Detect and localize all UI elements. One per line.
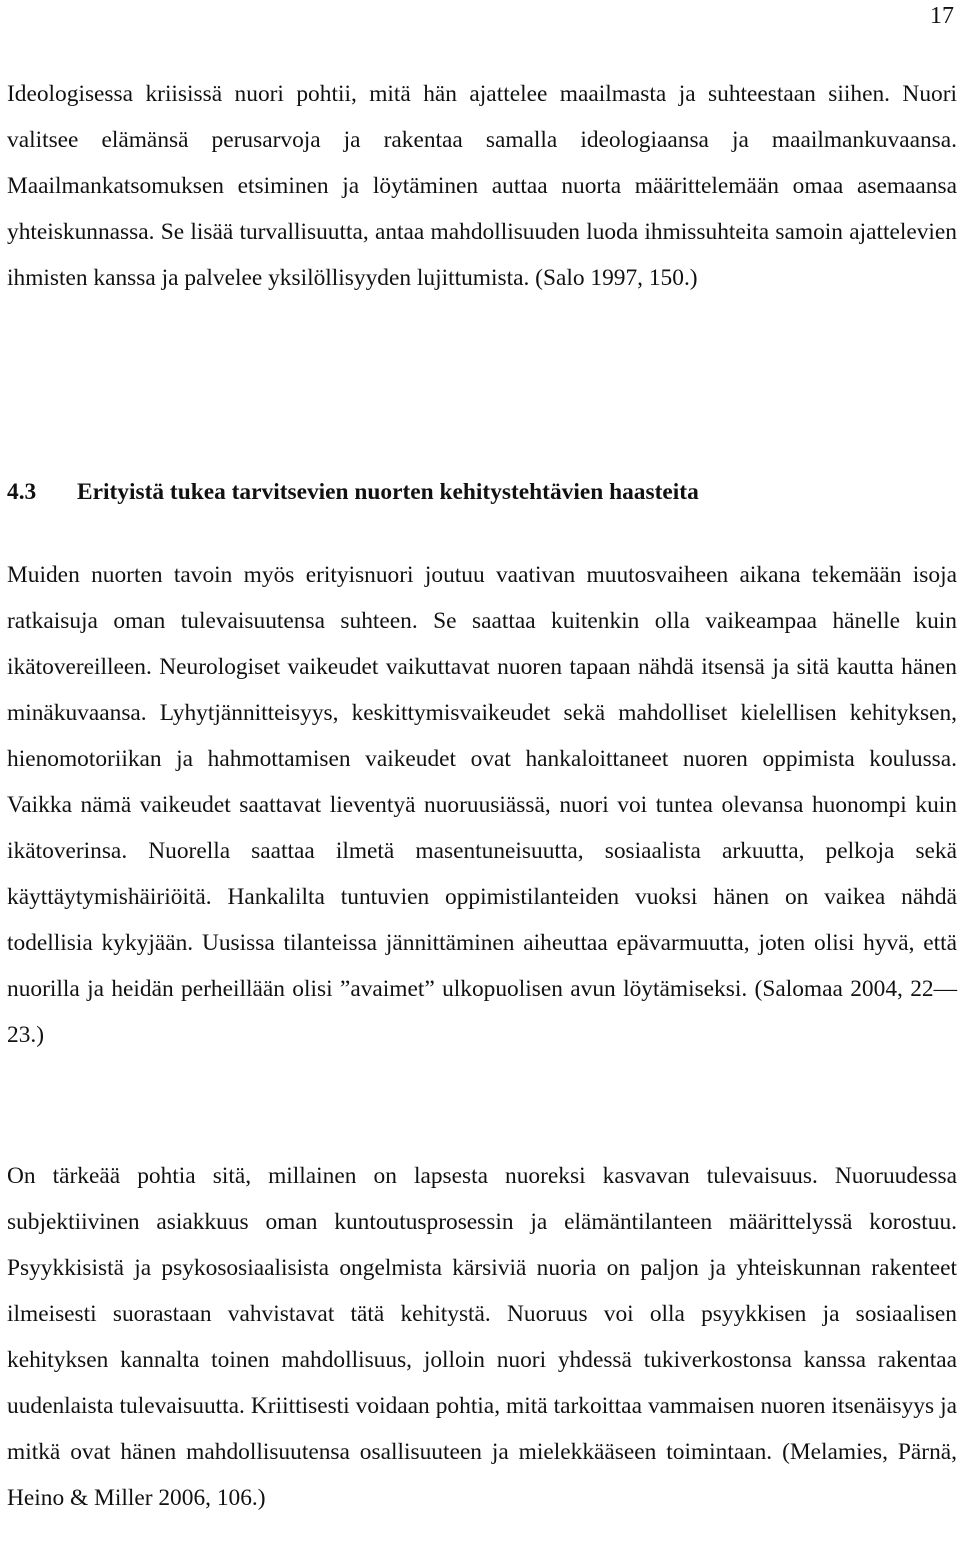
section-title: Erityistä tukea tarvitsevien nuorten kehitystehtävien haasteita (77, 479, 699, 505)
paragraph-ideological-crisis: Ideologisessa kriisissä nuori pohtii, mitä hän ajattelee maailmasta ja suhteestaan siihen. Nuori valitsee elämänsä perusarvoja ja rakentaa samalla ideologiaansa ja maailmankuvaansa. Maailmankatsomuksen etsiminen ja löytäminen auttaa nuorta määrittelemään omaa asemaansa yhteiskunnassa. Se lisää turvallisuutta, antaa mahdollisuuden luoda ihmissuhteita samoin ajattelevien ihmisten kanssa ja palvelee yksilöllisyyden lujittumista. (Salo 1997, 150.) (7, 81, 957, 291)
section-number: 4.3 (7, 479, 37, 505)
paragraph-special-needs-youth: Muiden nuorten tavoin myös erityisnuori joutuu vaativan muutosvaiheen aikana tekemään isoja ratkaisuja oman tulevaisuutensa suhteen. Se saattaa kuitenkin olla vaikeampaa hänelle kuin ikätovereilleen. Neurologiset vaikeudet vaikuttavat nuoren tapaan nähdä itsensä ja sitä kautta hänen minäkuvaansa. Lyhytjännitteisyys, keskittymisvaikeudet sekä mahdolliset kielellisen kehityksen, hienomotoriikan ja hahmottamisen vaikeudet ovat hankaloittaneet nuoren oppimista koulussa. Vaikka nämä vaikeudet saattavat lieventyä nuoruusiässä, nuori voi tuntea olevansa huonompi kuin ikätoverinsa. Nuorella saattaa ilmetä masentuneisuutta, sosiaalista arkuutta, pelkoja sekä käyttäytymishäiriöitä. Hankalilta tuntuvien oppimistilanteiden vuoksi hänen on vaikea nähdä todellisia kykyjään. Uusissa tilanteissa jännittäminen aiheuttaa epävarmuutta, joten olisi hyvä, että nuorilla ja heidän perheillään olisi ”avaimet” ulkopuolisen avun löytämiseksi. (Salomaa 2004, 22—23.) (7, 562, 957, 1048)
paragraph-future-reflection: On tärkeää pohtia sitä, millainen on lapsesta nuoreksi kasvavan tulevaisuus. Nuoruudessa subjektiivinen asiakkuus oman kuntoutusprosessin ja elämäntilanteen määrittelyssä korostuu. Psyykkisistä ja psykososiaalisista ongelmista kärsiviä nuoria on paljon ja yhteiskunnan rakenteet ilmeisesti suorastaan vahvistavat tätä kehitystä. Nuoruus voi olla psyykkisen ja sosiaalisen kehityksen kannalta toinen mahdollisuus, jolloin nuori yhdessä tukiverkostonsa kanssa rakentaa uudenlaista tulevaisuutta. Kriittisesti voidaan pohtia, mitä tarkoittaa vammaisen nuoren itsenäisyys ja mitkä ovat hänen mahdollisuutensa osallisuuteen ja mielekkääseen toimintaan. (Melamies, Pärnä, Heino & Miller 2006, 106.) (7, 1163, 957, 1511)
section-heading (7, 472, 699, 512)
page-number: 17 (930, 3, 954, 29)
